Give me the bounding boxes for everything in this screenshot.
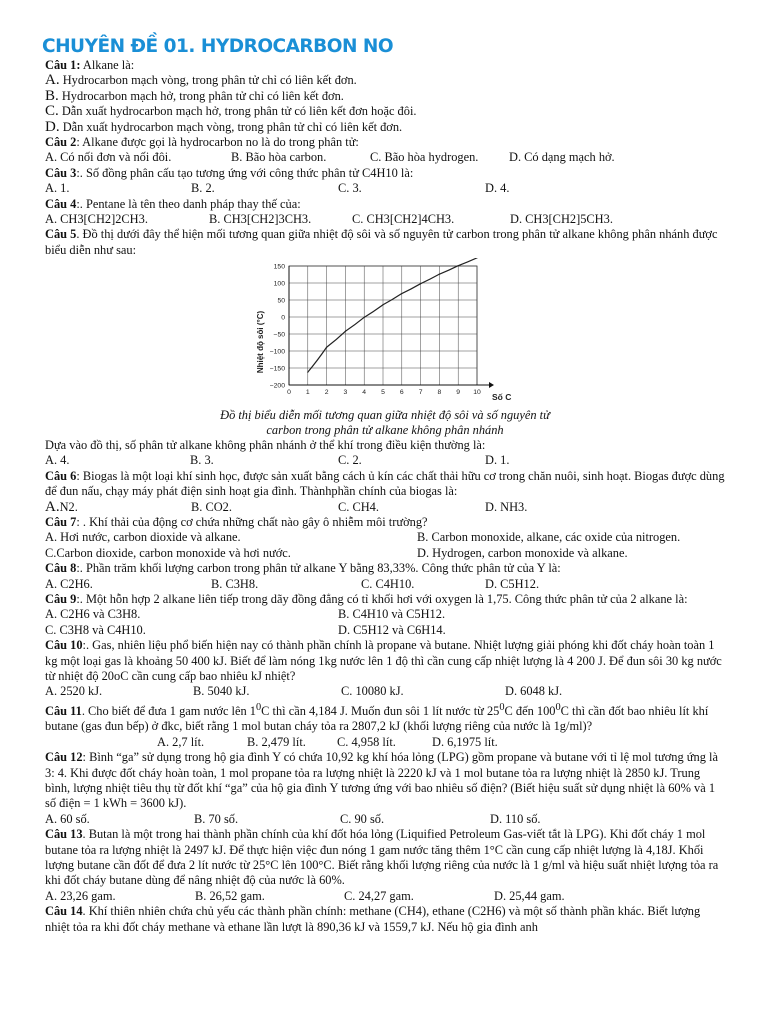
option-c: C. CH4. [338,499,379,514]
option-d: D. C5H12. [485,576,540,591]
question-number: Câu 5 [45,227,77,242]
question-5 [45,227,725,258]
option-c: C. Bão hòa hydrogen. [370,150,479,165]
option-a: A. Hơi nước, carbon dioxide và alkane. [45,530,241,545]
option-a: A. 60 số. [45,811,90,826]
question-text: :. Một hỗn hợp 2 alkane liên tiếp trong dãy đồng đẳng có tỉ khối hơi với oxygen là 1,75. Công thức phân tử của 2 alkane là: [76,591,688,606]
option-c: C. 90 số. [340,811,385,826]
question-12 [45,750,725,812]
question-number: Câu 1: [45,58,81,72]
q12-options [45,812,725,827]
option-b: B. 26,52 gam. [195,888,265,903]
q7-options-cd [45,546,725,561]
question-10 [45,638,725,684]
y-tick-label: 100 [273,280,285,288]
option-a: A. 2520 kJ. [45,684,103,699]
question-text: . Đồ thị dưới đây thể hiện mối tương quan giữa nhiệt độ sôi và số nguyên tử carbon trong phân tử alkane không phân nhánh được biểu diễn như sau: [45,227,718,257]
option-a: A. CH3[CH2]2CH3. [45,212,148,227]
y-tick-label: 150 [273,263,285,271]
question-text: : Biogas là một loại khí sinh học, được sản xuất bằng cách ủ kín các chất thải hữu cơ trong chăn nuôi, sinh hoạt. Biogas được dùng để đun nấu, chạy máy phát điện sinh hoạt gia đình. Thànhphần chính của biogas là: [45,468,725,499]
option-b: B. CO2. [191,499,232,514]
option-c: C. 2. [338,453,362,468]
x-tick-label: 3 [343,389,348,397]
x-axis-arrow [489,382,494,388]
option-d: D. 6,1975 lít. [432,734,498,749]
x-tick-label: 4 [362,389,367,397]
question-number: Câu 10 [45,638,83,653]
question-text: . Khí thiên nhiên chứa chủ yếu các thành phần chính: methane (CH4), ethane (C2H6) và một số thành phần khác. Biết lượng nhiệt tỏa ra khi đốt cháy methane và ethane lần lượt là 890,36 kJ và 1559,7 kJ. Nếu hộ gia đình anh [45,904,701,934]
option-d: D. 110 số. [490,811,541,826]
question-1 [45,58,725,73]
y-tick-label: −100 [269,348,285,356]
question-text: : Alkane được gọi là hydrocarbon no là do trong phân tử: [76,135,359,150]
caption-line-2: carbon trong phân tử alkane không phân nhánh [266,423,504,438]
x-tick-label: 1 [305,389,310,397]
q3-options [45,181,725,196]
option-d: D. Dẫn xuất hydrocarbon mạch vòng, trong phân tử chỉ có liên kết đơn. [45,118,403,135]
option-a: A. Có nối đơn và nối đôi. [45,150,172,165]
question-6 [45,469,725,500]
question-number: Câu 4 [45,196,77,211]
question-text: :. Phần trăm khối lượng carbon trong phân tử alkane Y bằng 83,33%. Công thức phân tử của Y là: [76,561,561,576]
option-a: A. C2H6 và C3H8. [45,607,141,622]
x-tick-label: 10 [473,389,481,397]
option-a: A. C2H6. [45,576,93,591]
question-13 [45,827,725,889]
option-d: D. C5H12 và C6H14. [338,622,446,637]
q10-options [45,684,725,699]
question-number: Câu 14 [45,904,83,919]
option-d: D. 4. [485,181,510,196]
option-b: B. C4H10 và C5H12. [338,607,446,622]
q6-options [45,500,725,515]
option-c: C. 10080 kJ. [341,684,404,699]
question-3 [45,166,725,181]
option-c: C. 3. [338,181,362,196]
chart-caption [45,408,725,438]
question-text: :. Gas, nhiên liệu phổ biến hiện nay có thành phần chính là propane và butane. Nhiệt lượng giải phóng khi đốt cháy hoàn toàn 1 kg một loại gas là khoảng 50 400 kJ. Biết để làm nóng 1kg nước lên 1 độ thì cần cung cấp nhiệt lượng là 4 200 J. Để đun sôi 30 kg nước từ nhiệt độ 20oC cần cung cấp bao nhiêu kJ nhiệt? [45,638,722,683]
y-tick-label: −200 [269,382,285,390]
option-b: B. C3H8. [211,576,259,591]
option-d: D. 25,44 gam. [494,888,565,903]
option-a: A. 2,7 lít. [157,734,205,749]
option-b: B. 5040 kJ. [193,684,250,699]
x-tick-label: 9 [456,389,461,397]
option-d: D. Hydrogen, carbon monoxide và alkane. [417,545,628,560]
option-d: D. 1. [485,453,510,468]
option-b: B. 2. [191,181,215,196]
option-a: A. 4. [45,453,70,468]
question-11: Câu 11. Cho biết để đưa 1 gam nước lên $1^0C$ thì cần 4,184 J. Muốn đun sôi 1 lít nước từ $25^0C$ đến $100^0C$ thì cần đốt bao nhiêu lít khí butane (gas đun bếp) ở đkc, biết rằng 1 mol butan cháy tỏa ra 2807,2 kJ (khối lượng riêng của nước là 1g/ml)? [45,701,709,734]
option-c: C. C3H8 và C4H10. [45,622,146,637]
x-tick-label: 0 [287,389,291,397]
q7-options-ab [45,530,725,545]
option-d: D. 6048 kJ. [505,684,563,699]
question-4 [45,197,725,212]
y-tick-label: 0 [281,314,285,322]
question-text: : . Khí thải của động cơ chứa những chất nào gây ô nhiễm môi trường? [76,514,428,529]
question-text: . Butan là một trong hai thành phần chính của khí đốt hóa lỏng (Liquified Petroleum Gas-viết tắt là LPG). Khi đốt cháy 1 mol butane tỏa ra lượng nhiệt là 2497 kJ. Để thực hiện việc đun nóng 1 gam nước tăng thêm 1°C cần cung cấp nhiệt lượng là 4,18J. Khối lượng butane cần đốt để đưa 2 lít nước từ 25°C lên 100°C. Biết rằng khối lượng riêng của nước là 1 g/ml và hiệu suất nhiệt lượng tỏa ra khi đốt cháy butane dùng để nâng nhiệt độ của nước là 60%. [45,827,719,888]
option-b: B. 2,479 lít. [247,734,306,749]
question-number: Câu 8 [45,561,77,576]
y-tick-label: 50 [277,297,285,305]
line-chart [45,258,725,408]
q2-options [45,150,725,165]
question-8 [45,561,725,576]
question-number: Câu 11 [45,703,82,718]
option-c: C. CH3[CH2]4CH3. [352,212,455,227]
boiling-point-chart [45,258,725,408]
option-b: B. Carbon monoxide, alkane, các oxide của nitrogen. [417,530,681,545]
q11-options [157,735,725,750]
question-number: Câu 13 [45,827,83,842]
caption-line-1: Đồ thị biểu diễn mối tương quan giữa nhiệt độ sôi và số nguyên tử [220,408,550,423]
q5-options [45,453,725,468]
x-tick-label: 8 [437,389,442,397]
option-d: D. Có dạng mạch hở. [509,150,615,165]
question-text: Alkane là: [80,58,135,72]
option-b: B. 70 số. [194,811,239,826]
question-9 [45,592,725,607]
x-tick-label: 5 [381,389,385,397]
question-text: :. Số đồng phân cấu tạo tương ứng với công thức phân tử C4H10 là: [76,165,414,180]
option-b: B. Hydrocarbon mạch hở, trong phân tử chỉ có liên kết đơn. [45,87,344,104]
x-tick-label: 7 [418,389,423,397]
option-c: C. C4H10. [361,576,415,591]
option-a: A. 23,26 gam. [45,888,116,903]
question-number: Câu 6 [45,468,77,483]
question-text: :. Pentane là tên theo danh pháp thay thế của: [76,196,301,211]
q13-options [45,889,725,904]
x-axis-label: Số C [492,392,512,403]
option-a: A. 1. [45,181,70,196]
question-number: Câu 12 [45,750,83,765]
option-d: D. NH3. [485,499,528,514]
y-axis-label: Nhiệt độ sôi (°C) [256,311,265,374]
question-number: Câu 2 [45,135,77,150]
document-page [42,36,725,935]
option-a: A.N2. [45,498,78,515]
q8-options [45,577,725,592]
question-2 [45,135,725,150]
page-title: CHUYÊN ĐỀ 01. HYDROCARBON NO [42,36,394,57]
question-14 [45,904,725,935]
question-number: Câu 9 [45,591,77,606]
question-number: Câu 7 [45,514,77,529]
q9-options-ab [45,607,725,622]
x-tick-label: 6 [399,389,404,397]
x-tick-label: 2 [324,389,329,397]
y-tick-label: −50 [273,331,285,339]
option-a: A. Hydrocarbon mạch vòng, trong phân tử chỉ có liên kết đơn. [45,72,357,89]
q4-options [45,212,725,227]
option-b: B. Bão hòa carbon. [231,150,327,165]
option-c: C. Dẫn xuất hydrocarbon mạch hở, trong phân tử có liên kết đơn hoặc đôi. [45,103,417,120]
option-b: B. CH3[CH2]3CH3. [209,212,312,227]
question-7 [45,515,725,530]
option-c: C.Carbon dioxide, carbon monoxide và hơi nước. [45,545,291,560]
q5-followup: Dựa vào đồ thị, số phân tử alkane không phân nhánh ở thể khí trong điều kiện thường là: [45,437,486,452]
question-number: Câu 3 [45,165,77,180]
option-c: C. 24,27 gam. [344,888,414,903]
q9-options-cd [45,623,725,638]
question-text: : Bình “ga” sử dụng trong hộ gia đình Y có chứa 10,92 kg khí hóa lỏng (LPG) gồm propane và butane với tỉ lệ mol tương ứng là 3: 4. Khi được đốt cháy hoàn toàn, 1 mol propane tỏa ra lượng nhiệt là 2220 kJ và 1 mol butane tỏa ra lượng nhiệt là 2850 kJ. Trung bình, lượng nhiệt tiêu thụ từ đốt khí “ga” của hộ gia đình Y tương ứng với bao nhiêu số điện? (Biết hiệu suất sử dụng nhiệt là 60% và 1 số điện = 1 kWh = 3600 kJ). [45,750,718,811]
option-c: C. 4,958 lít. [337,734,396,749]
option-d: D. CH3[CH2]5CH3. [510,212,613,227]
q1-options [45,73,725,135]
y-tick-label: −150 [269,365,285,373]
option-b: B. 3. [190,453,214,468]
